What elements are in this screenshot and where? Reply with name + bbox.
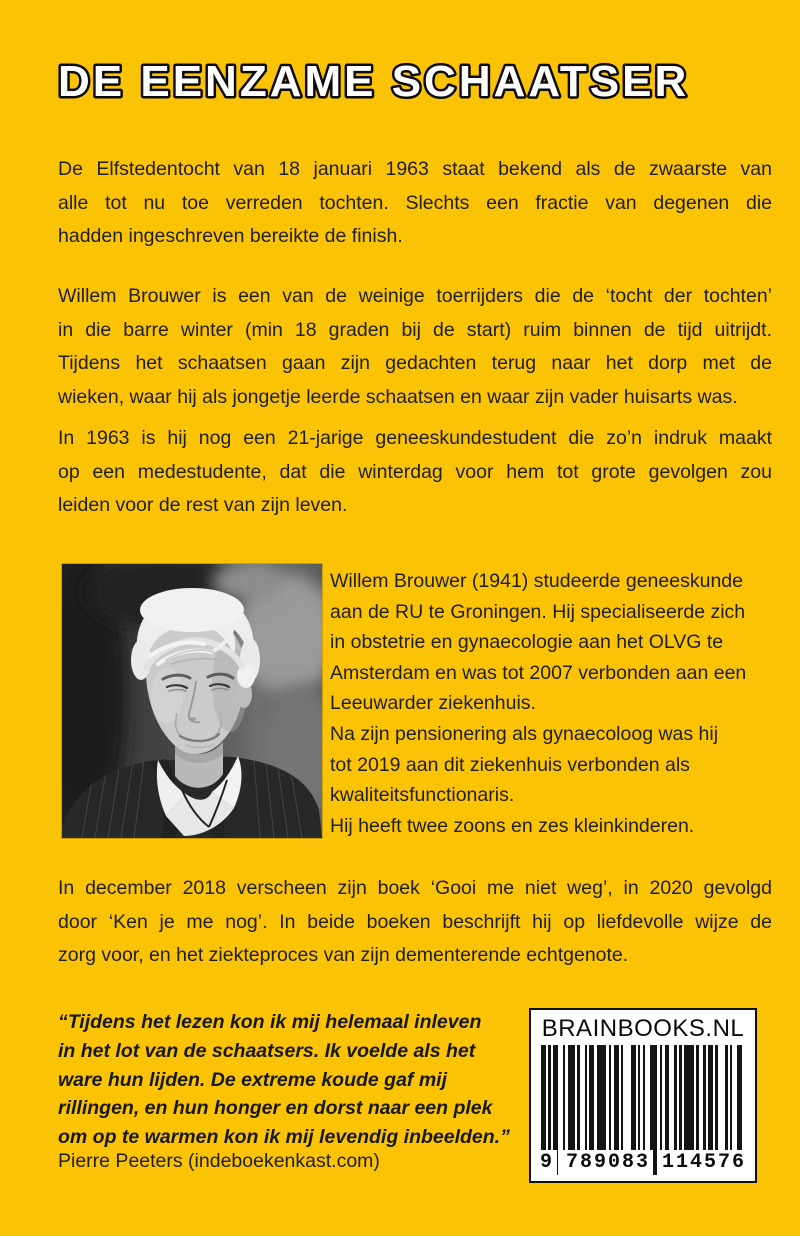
text-line: Amsterdam en was tot 2007 verbonden aan een <box>330 661 747 684</box>
text-line: In 1963 is hij nog een 21-jarige geneeskundestudent die zo’n indruk maakt <box>58 427 772 449</box>
text-line: hadden ingeschreven bereikte de finish. <box>58 225 403 247</box>
text-line: In december 2018 verscheen zijn boek ‘Gooi me niet weg’, in 2020 gevolgd <box>58 877 772 899</box>
isbn-digits <box>537 1150 749 1175</box>
text-line: Tijdens het schaatsen gaan zijn gedachten terug naar het dorp met de <box>58 352 772 374</box>
text-line: Na zijn pensionering als gynaecoloog was hij <box>330 722 719 745</box>
paragraph-books <box>58 872 772 973</box>
text-line: leiden voor de rest van zijn leven. <box>58 494 348 516</box>
text-line: De Elfstedentocht van 18 januari 1963 staat bekend als de zwaarste van <box>58 158 772 180</box>
isbn-digit-group: 114576 <box>659 1150 749 1175</box>
text-line: wieken, waar hij als jongetje leerde schaatsen en waar zijn vader huisarts was. <box>58 385 738 408</box>
text-line: door ‘Ken je me nog’. In beide boeken beschrijft hij op liefdevolle wijze de <box>58 910 772 933</box>
text-line: aan de RU te Groningen. Hij specialiseerde zich <box>330 600 746 623</box>
text-line: zorg voor, en het ziekteproces van zijn dementerende echtgenote. <box>58 944 629 966</box>
review-attribution: Pierre Peeters (indeboekenkast.com) <box>58 1150 380 1172</box>
text-line: Willem Brouwer is een van de weinige toerrijders die de ‘tocht der tochten’ <box>58 285 772 307</box>
text-line: “Tijdens het lezen kon ik mij helemaal inleven <box>58 1011 482 1033</box>
book-title-text: DE EENZAME SCHAATSER <box>58 57 690 106</box>
publisher-name: BRAINBOOKS.NL <box>541 1015 745 1042</box>
author-bio <box>330 566 766 841</box>
text-line: kwaliteitsfunctionaris. <box>330 784 515 807</box>
text-line: tot 2019 aan dit ziekenhuis verbonden als <box>330 753 690 776</box>
isbn-digit-group: 9 <box>537 1150 557 1175</box>
text-line: Willem Brouwer (1941) studeerde geneeskunde <box>330 570 743 592</box>
text-line: alle tot nu toe verreden tochten. Slechts een fractie van degenen die <box>58 191 772 214</box>
text-line: in die barre winter (min 18 graden bij de start) ruim binnen de tijd uitrijdt. <box>58 318 772 341</box>
text-line: rillingen, en hun honger en dorst naar een plek <box>58 1097 493 1120</box>
text-line: Leeuwarder ziekenhuis. <box>330 692 536 715</box>
barcode-panel <box>529 1008 757 1183</box>
book-title <box>56 52 768 118</box>
paragraph-elfstedentocht <box>58 153 772 254</box>
paragraph-1963-student <box>58 422 772 523</box>
review-quote <box>58 1008 540 1152</box>
text-line: om op te warmen kon ik mij levendig inbeelden.” <box>58 1126 510 1149</box>
text-line: Hij heeft twee zoons en zes kleinkinderen. <box>330 814 695 837</box>
author-portrait-photo <box>62 564 322 838</box>
text-line: op een medestudente, dat die winterdag voor hem tot grote gevolgen zou <box>58 460 772 483</box>
isbn-digit-group: 789083 <box>563 1150 653 1175</box>
text-line: in obstetrie en gynaecologie aan het OLVG te <box>330 631 724 654</box>
text-line: ware hun lijden. De extreme koude gaf mij <box>58 1068 448 1091</box>
text-line: in het lot van de schaatsers. Ik voelde als het <box>58 1039 476 1062</box>
paragraph-willem-brouwer <box>58 280 772 414</box>
